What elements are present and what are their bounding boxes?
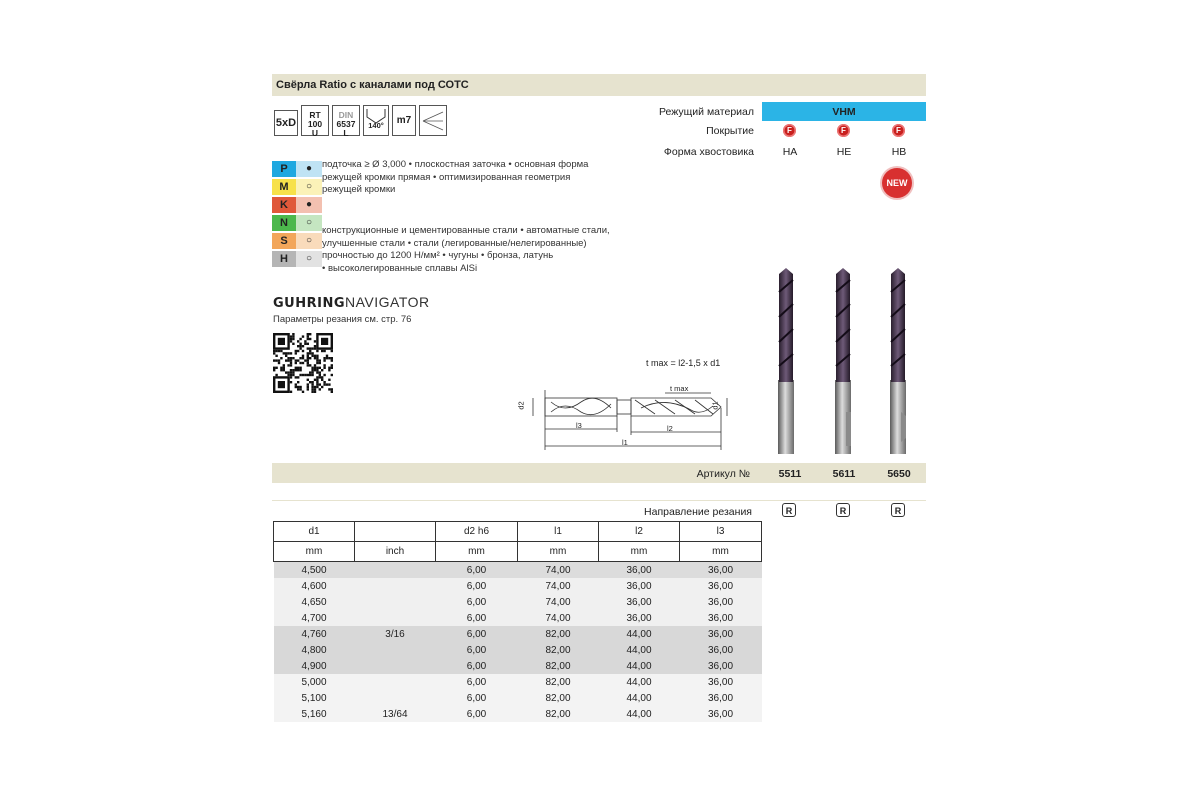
- table-row: [274, 690, 762, 706]
- table-row: [274, 674, 762, 690]
- cell-d1: 5,160: [274, 706, 355, 722]
- cell-inch: [355, 642, 436, 658]
- cell-l2: 44,00: [599, 658, 680, 674]
- cell-d1: 5,100: [274, 690, 355, 706]
- coolant-symbol: [419, 105, 447, 136]
- description-materials: [322, 225, 610, 275]
- cell-l1: 74,00: [518, 594, 599, 610]
- dim-l2: l2: [667, 424, 673, 433]
- cell-inch: 13/64: [355, 706, 436, 722]
- description-geometry: [322, 159, 588, 197]
- col-d1: d1: [274, 522, 355, 542]
- cell-l1: 74,00: [518, 578, 599, 594]
- coating-icon: F: [892, 124, 905, 137]
- article-label: Артикул №: [696, 468, 750, 480]
- col-d2: d2 h6: [436, 522, 518, 542]
- cell-inch: [355, 674, 436, 690]
- cell-d2: 6,00: [436, 706, 518, 722]
- table-row: [274, 594, 762, 610]
- cell-d1: 4,900: [274, 658, 355, 674]
- dim-l3: l3: [576, 421, 582, 430]
- cutting-params-note: Параметры резания см. стр. 76: [273, 314, 412, 325]
- depth-symbol: 5xD: [274, 110, 298, 136]
- cell-d2: 6,00: [436, 690, 518, 706]
- cell-l2: 36,00: [599, 562, 680, 579]
- dimensions-table: [273, 521, 762, 722]
- cutting-material-value: VHM: [832, 106, 856, 118]
- article-5650[interactable]: 5650: [887, 468, 911, 480]
- cell-l1: 74,00: [518, 562, 599, 579]
- din-line2: 6537 L: [336, 118, 356, 138]
- dim-tmax: t max: [670, 384, 689, 393]
- cell-d2: 6,00: [436, 674, 518, 690]
- tmax-formula: t max = l2-1,5 x d1: [646, 358, 721, 368]
- cell-d2: 6,00: [436, 658, 518, 674]
- table-row: [274, 578, 762, 594]
- cell-l3: 36,00: [680, 562, 762, 579]
- drill-images: [760, 262, 930, 460]
- cell-d1: 4,500: [274, 562, 355, 579]
- cell-l2: 44,00: [599, 626, 680, 642]
- col-l3: l3: [680, 522, 762, 542]
- cell-l2: 44,00: [599, 674, 680, 690]
- new-badge: NEW: [882, 168, 912, 198]
- cell-inch: [355, 562, 436, 579]
- cell-l3: 36,00: [680, 690, 762, 706]
- dim-l1: l1: [622, 438, 628, 447]
- tolerance-symbol: m7: [392, 105, 416, 136]
- drill-5511: [778, 268, 794, 454]
- din-line1: DIN: [338, 110, 354, 120]
- table-row: [274, 658, 762, 674]
- cell-l3: 36,00: [680, 658, 762, 674]
- coolant-channel-icon: [420, 106, 446, 135]
- din-symbol: [332, 105, 360, 136]
- drill-5650: [890, 268, 906, 454]
- cell-d2: 6,00: [436, 578, 518, 594]
- material-letter-h: H: [272, 251, 296, 267]
- cell-l1: 82,00: [518, 690, 599, 706]
- cell-d2: 6,00: [436, 626, 518, 642]
- table-units-row: [274, 542, 762, 562]
- cell-l1: 82,00: [518, 626, 599, 642]
- unit-cell: mm: [274, 542, 355, 562]
- cell-inch: 3/16: [355, 626, 436, 642]
- cell-l1: 82,00: [518, 642, 599, 658]
- product-name: NAVIGATOR: [345, 294, 430, 310]
- table-row: [274, 642, 762, 658]
- coating-icon: F: [783, 124, 796, 137]
- cell-d2: 6,00: [436, 610, 518, 626]
- desc-line: режущей кромки: [322, 184, 396, 195]
- material-letter-k: K: [272, 197, 296, 213]
- divider: [272, 500, 926, 501]
- qr-code[interactable]: [273, 333, 333, 395]
- material-suitability-p: ●: [296, 161, 322, 177]
- unit-cell: mm: [518, 542, 599, 562]
- cell-l2: 36,00: [599, 594, 680, 610]
- col-l2: l2: [599, 522, 680, 542]
- cell-l2: 36,00: [599, 610, 680, 626]
- material-suitability-m: ○: [296, 179, 322, 195]
- col-l1: l1: [518, 522, 599, 542]
- table-row: [274, 626, 762, 642]
- shank-ha: HA: [782, 146, 798, 158]
- coating-label: Покрытие: [706, 125, 754, 137]
- table-row: [274, 562, 762, 579]
- material-letter-p: P: [272, 161, 296, 177]
- cell-d2: 6,00: [436, 594, 518, 610]
- cell-l2: 36,00: [599, 578, 680, 594]
- cell-l2: 44,00: [599, 690, 680, 706]
- rt-symbol: [301, 105, 329, 136]
- table-row: [274, 610, 762, 626]
- cell-l1: 74,00: [518, 610, 599, 626]
- cell-l3: 36,00: [680, 594, 762, 610]
- cell-d1: 4,800: [274, 642, 355, 658]
- cell-l3: 36,00: [680, 626, 762, 642]
- table-row: [274, 706, 762, 722]
- cell-l1: 82,00: [518, 674, 599, 690]
- cell-l3: 36,00: [680, 706, 762, 722]
- desc-line: режущей кромки прямая • оптимизированная геометрия: [322, 171, 571, 183]
- cell-inch: [355, 578, 436, 594]
- cell-d1: 4,760: [274, 626, 355, 642]
- unit-cell: mm: [599, 542, 680, 562]
- cell-inch: [355, 690, 436, 706]
- drill-5611: [835, 268, 851, 454]
- desc-line: прочностью до 1200 Н/мм² • чугуны • бронза, латунь: [322, 250, 554, 261]
- cell-inch: [355, 594, 436, 610]
- desc-line: улучшенные стали • стали (легированные/нелегированные): [322, 237, 587, 249]
- right-hand-icon: R: [782, 503, 796, 517]
- cell-l1: 82,00: [518, 658, 599, 674]
- material-letter-n: N: [272, 215, 296, 231]
- right-hand-icon: R: [836, 503, 850, 517]
- article-5611[interactable]: 5611: [832, 468, 856, 480]
- cell-d1: 4,650: [274, 594, 355, 610]
- cell-inch: [355, 658, 436, 674]
- desc-line: конструкционные и цементированные стали • автоматные стали,: [322, 225, 610, 236]
- col-blank: [355, 522, 436, 542]
- cell-l3: 36,00: [680, 578, 762, 594]
- cell-l3: 36,00: [680, 674, 762, 690]
- shank-hb: HB: [891, 146, 907, 158]
- shank-he: HE: [836, 146, 852, 158]
- material-suitability-k: ●: [296, 197, 322, 213]
- cell-inch: [355, 610, 436, 626]
- cell-d1: 4,700: [274, 610, 355, 626]
- angle-value: 140°: [368, 121, 384, 130]
- rt-line2: U: [311, 127, 319, 138]
- material-letter-s: S: [272, 233, 296, 249]
- unit-cell: mm: [436, 542, 518, 562]
- article-5511[interactable]: 5511: [778, 468, 802, 480]
- unit-cell: inch: [355, 542, 436, 562]
- material-letter-m: M: [272, 179, 296, 195]
- cell-d2: 6,00: [436, 562, 518, 579]
- material-suitability-n: ○: [296, 215, 322, 231]
- cell-d1: 5,000: [274, 674, 355, 690]
- right-hand-icon: R: [891, 503, 905, 517]
- cell-l2: 44,00: [599, 642, 680, 658]
- cell-l2: 44,00: [599, 706, 680, 722]
- cell-l1: 82,00: [518, 706, 599, 722]
- desc-line: • высоколегированные сплавы AlSi: [322, 262, 478, 274]
- material-suitability-s: ○: [296, 233, 322, 249]
- table-header-row: [274, 522, 762, 542]
- page-title: Свёрла Ratio с каналами под СОТС: [276, 79, 469, 91]
- shank-label: Форма хвостовика: [663, 146, 754, 158]
- unit-cell: mm: [680, 542, 762, 562]
- desc-line: подточка ≥ Ø 3,000 • плоскостная заточка • основная форма: [322, 159, 589, 170]
- cell-l3: 36,00: [680, 642, 762, 658]
- rt-line1: RT 100: [307, 110, 323, 129]
- cell-d1: 4,600: [274, 578, 355, 594]
- angle-symbol: [363, 105, 389, 136]
- cell-d2: 6,00: [436, 642, 518, 658]
- cell-l3: 36,00: [680, 610, 762, 626]
- material-suitability-h: ○: [296, 251, 322, 267]
- guhring-navigator-logo: [273, 294, 430, 311]
- brand-name: GUHRING: [273, 296, 346, 311]
- cutting-direction-label: Направление резания: [644, 506, 752, 518]
- coating-icon: F: [837, 124, 850, 137]
- dim-d2: d2: [516, 401, 526, 410]
- cutting-material-label: Режущий материал: [659, 106, 754, 118]
- dim-d1: d1: [710, 401, 720, 410]
